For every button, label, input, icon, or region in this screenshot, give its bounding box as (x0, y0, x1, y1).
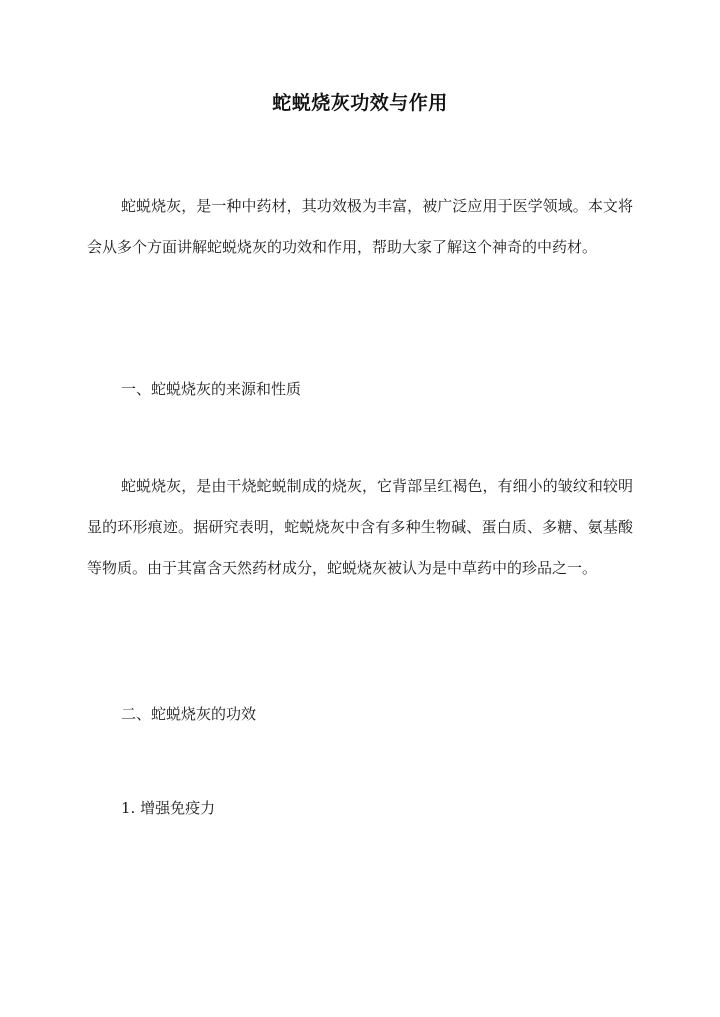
intro-paragraph: 蛇蜕烧灰，是一种中药材，其功效极为丰富，被广泛应用于医学领域。本文将会从多个方面讲解蛇蜕烧灰的功效和作用，帮助大家了解这个神奇的中药材。 (87, 197, 633, 256)
subsection-heading-immunity: 1. 增强免疫力 (121, 799, 216, 817)
document-title: 蛇蜕烧灰功效与作用 (272, 92, 448, 114)
source-properties-paragraph: 蛇蜕烧灰，是由干烧蛇蜕制成的烧灰，它背部呈红褐色，有细小的皱纹和较明显的环形痕迹。据研究表明，蛇蜕烧灰中含有多种生物碱、蛋白质、多糖、氨基酸等物质。由于其富含天然药材成分，蛇蜕烧灰被认为是中草药中的珍品之一。 (87, 477, 633, 577)
section-heading-effects: 二、蛇蜕烧灰的功效 (121, 705, 257, 723)
section-heading-source-properties: 一、蛇蜕烧灰的来源和性质 (121, 380, 302, 398)
